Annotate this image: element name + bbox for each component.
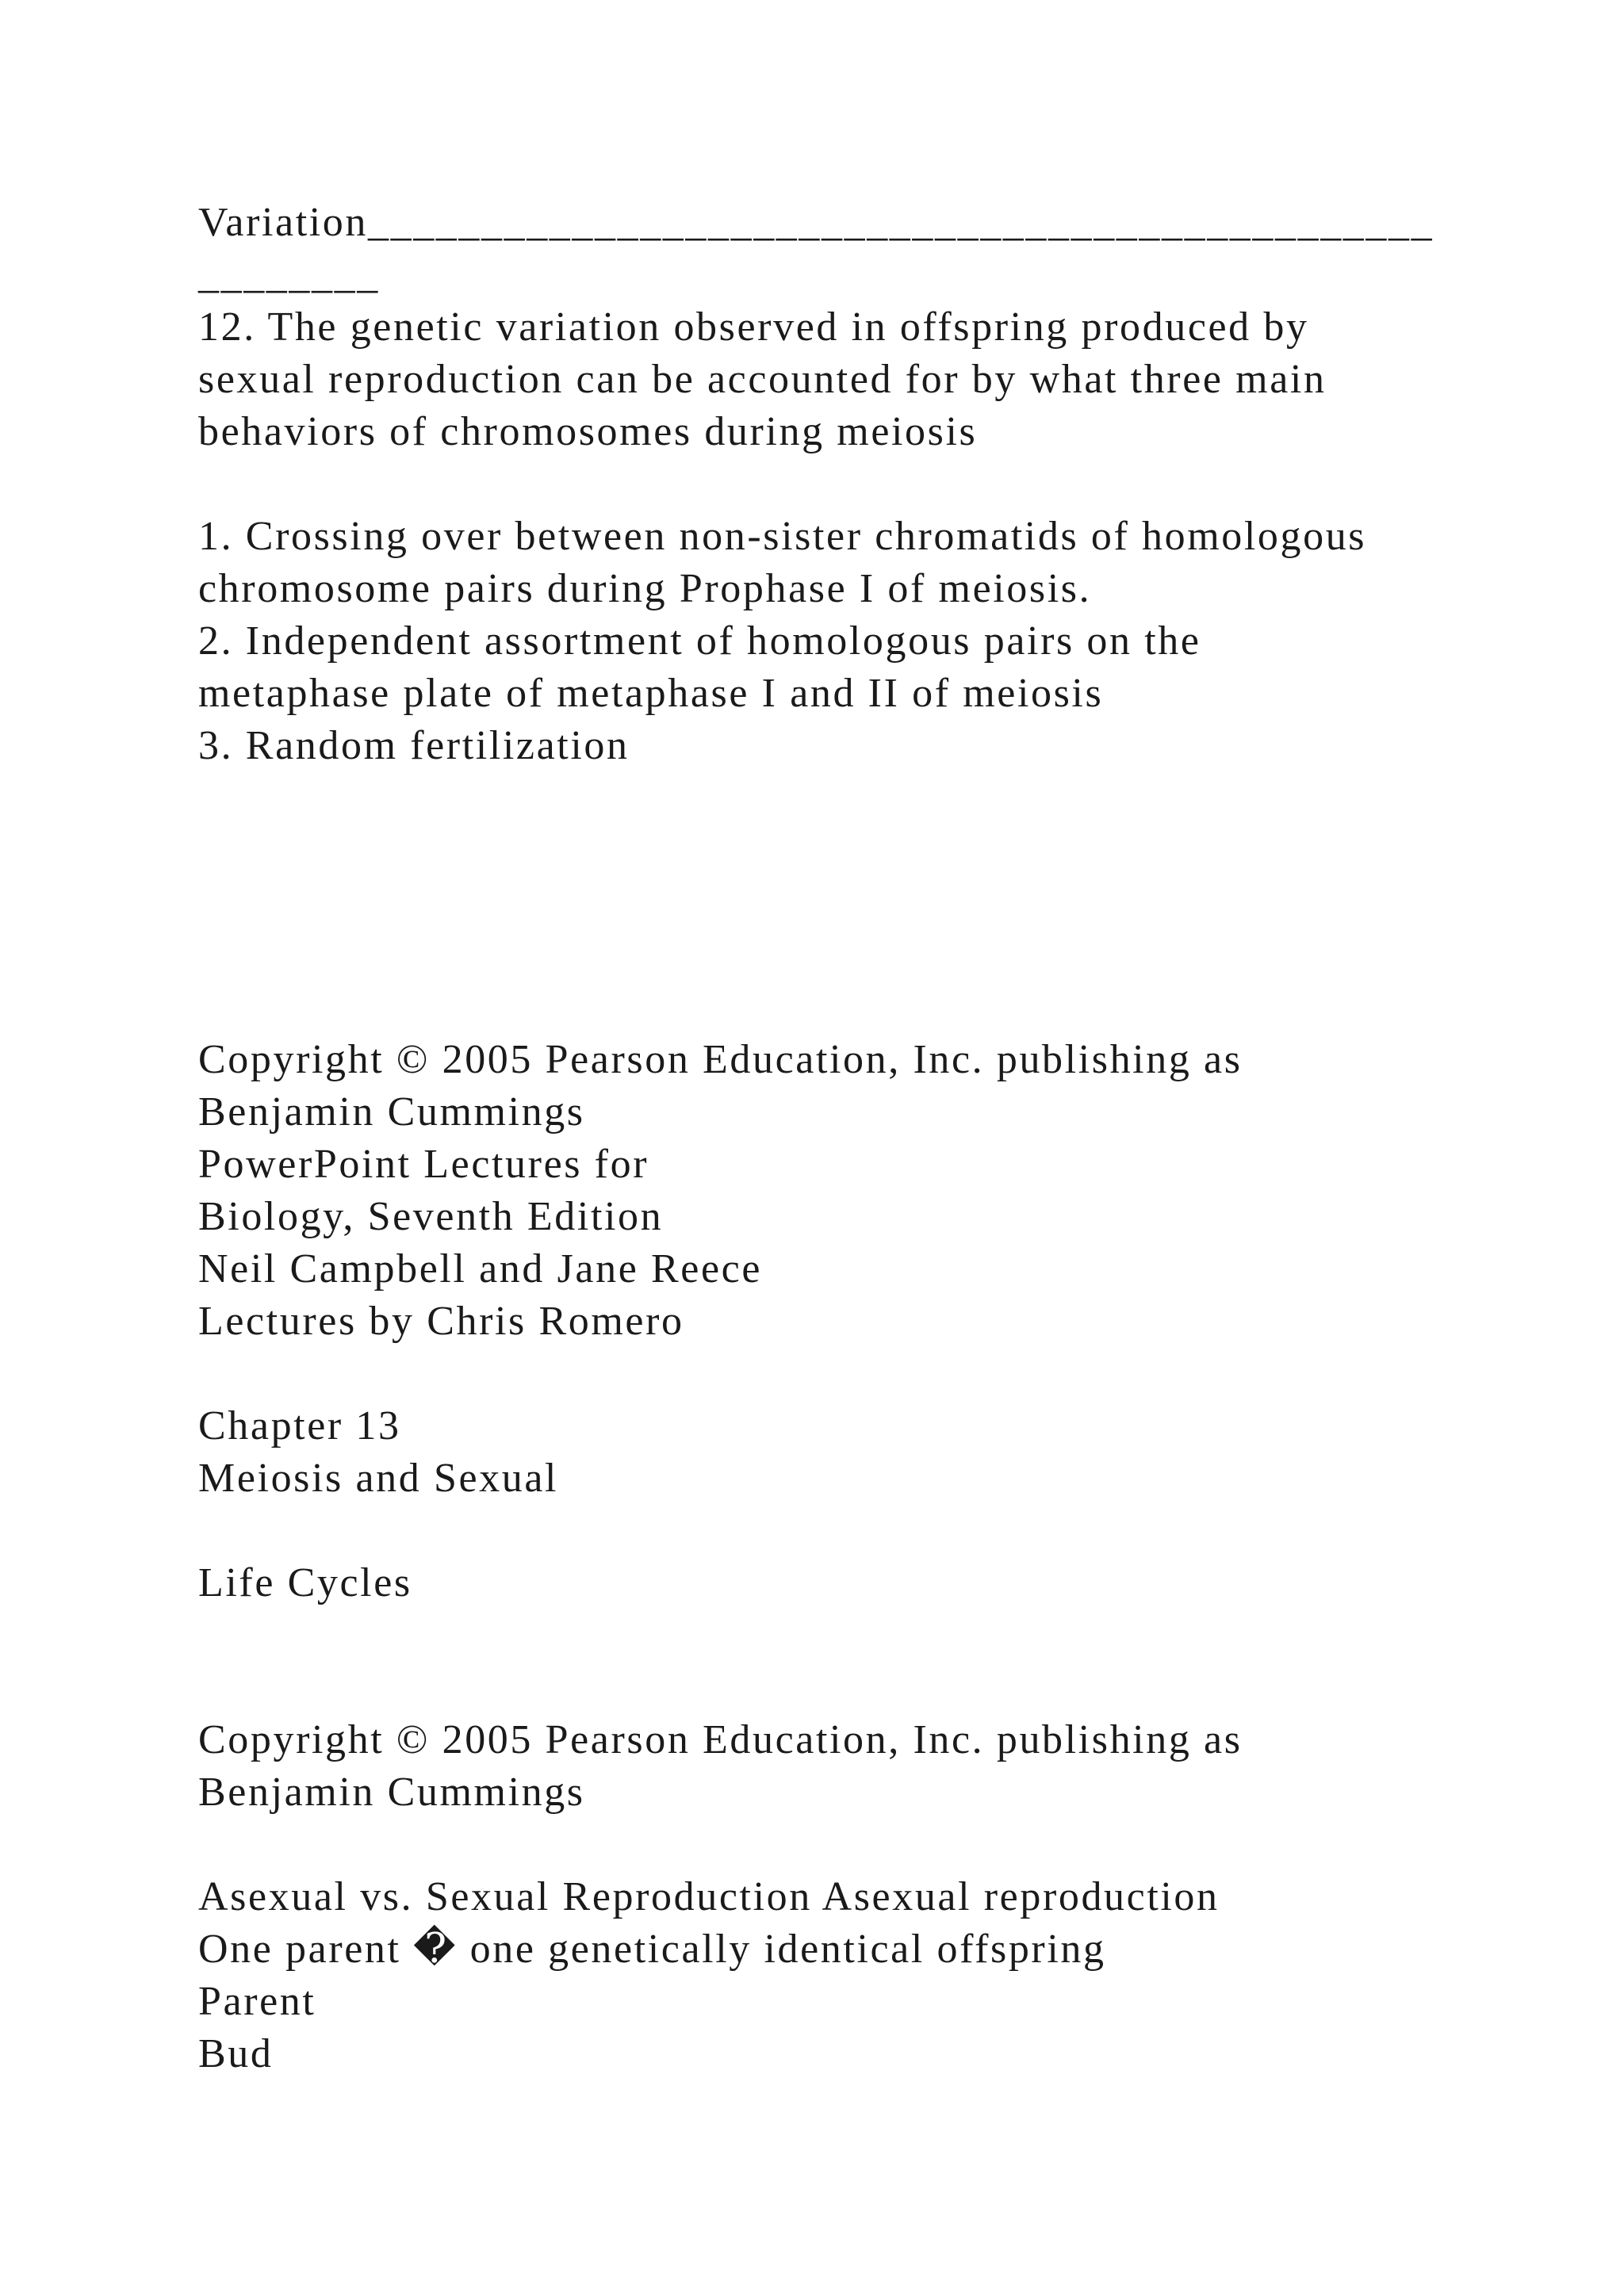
chapter-title-line-1: Meiosis and Sexual	[198, 1456, 559, 1501]
section-heading: Asexual vs. Sexual Reproduction Asexual reproduction	[198, 1874, 1220, 1919]
label-bud: Bud	[198, 2031, 274, 2076]
copyright-line-1: Copyright © 2005 Pearson Education, Inc. publishing as	[198, 1037, 1243, 1082]
lecturer-line: Lectures by Chris Romero	[198, 1299, 684, 1344]
underline-continuation: ________	[198, 252, 380, 297]
label-parent: Parent	[198, 1979, 316, 2024]
chapter-title-line-2: Life Cycles	[198, 1560, 412, 1605]
answer-1-line-2: chromosome pairs during Prophase I of meiosis.	[198, 566, 1092, 611]
answer-1-line-1: 1. Crossing over between non-sister chromatids of homologous	[198, 514, 1367, 559]
answer-3-line: 3. Random fertilization	[198, 723, 630, 768]
copyright-line-2: Benjamin Cummings	[198, 1089, 585, 1135]
answer-2-line-2: metaphase plate of metaphase I and II of meiosis	[198, 671, 1104, 716]
asexual-description: One parent � one genetically identical offspring	[198, 1927, 1106, 1972]
variation-line: Variation_______________________________________________	[198, 200, 1434, 245]
question-12-line-3: behaviors of chromosomes during meiosis	[198, 409, 978, 454]
copyright-line-3: Copyright © 2005 Pearson Education, Inc. publishing as	[198, 1717, 1243, 1762]
question-12-line-1: 12. The genetic variation observed in offspring produced by	[198, 304, 1309, 350]
chapter-number: Chapter 13	[198, 1403, 401, 1448]
authors-line: Neil Campbell and Jane Reece	[198, 1246, 762, 1292]
book-title-line: Biology, Seventh Edition	[198, 1194, 664, 1239]
question-12-line-2: sexual reproduction can be accounted for by what three main	[198, 357, 1327, 402]
lectures-title-line: PowerPoint Lectures for	[198, 1142, 649, 1187]
answer-2-line-1: 2. Independent assortment of homologous pairs on the	[198, 618, 1201, 664]
copyright-line-4: Benjamin Cummings	[198, 1770, 585, 1815]
